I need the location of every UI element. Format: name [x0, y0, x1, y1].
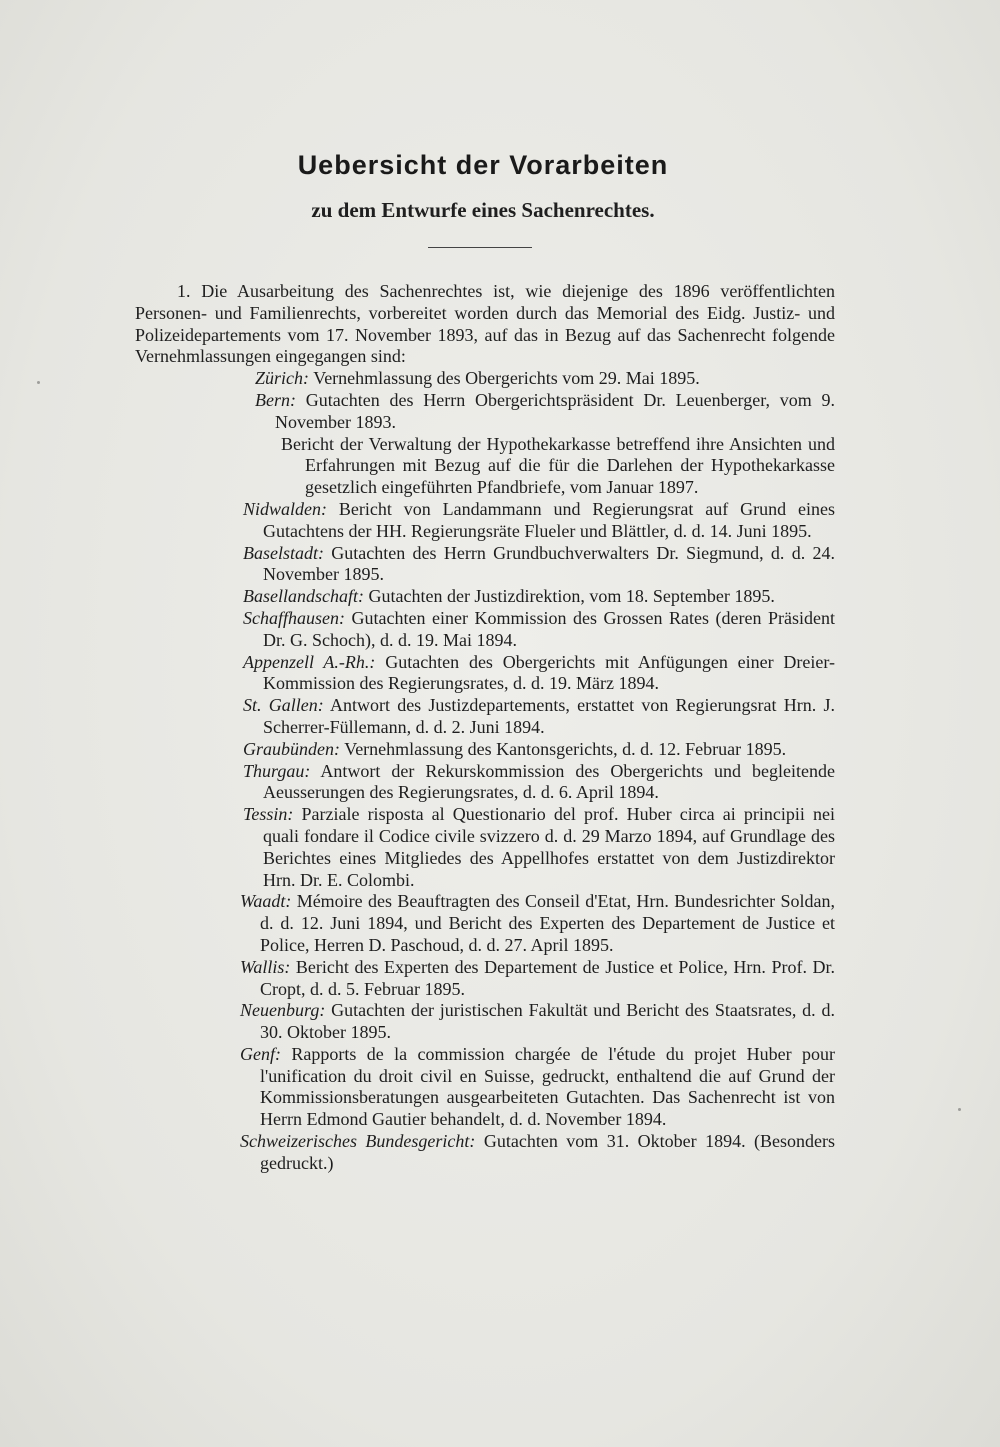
list-item [243, 739, 835, 761]
list-item [240, 1131, 835, 1175]
entry-text: Gutachten des Herrn Obergerichtspräsident Dr. Leuenberger, vom 9. November 1893. [275, 389, 836, 432]
list-item [255, 390, 835, 434]
list-item [240, 891, 835, 956]
canton-name: Nidwalden: [243, 498, 327, 519]
canton-name: Baselstadt: [243, 542, 324, 563]
entry-text: Gutachten vom 31. Oktober 1894. (Besonders gedruckt.) [260, 1131, 836, 1173]
title-divider [428, 247, 532, 248]
entry-text: Gutachten des Obergerichts mit Anfügungen einer Dreier-Kommission des Regierungsrates, d. d. 19. März 1894. [263, 651, 836, 694]
entry-text: Antwort des Justizdepartements, erstattet von Regierungsrat Hrn. J. Scherrer-Füllemann, d. d. 2. Juni 1894. [263, 695, 835, 737]
list-item [243, 608, 835, 652]
list-item [243, 499, 835, 543]
list-item [255, 434, 835, 499]
canton-name: Thurgau: [243, 760, 311, 781]
submission-list [135, 368, 835, 1174]
entry-text: Gutachten der Justizdirektion, vom 18. September 1895. [368, 586, 775, 607]
entry-text: Bericht der Verwaltung der Hypothekarkasse betreffend ihre Ansichten und Erfahrungen mit Bezug auf die für die Darlehen der Hypothekarkasse gesetzlich eingeführten Pfandbriefe, vom Januar 1897. [281, 433, 835, 498]
canton-name: Genf: [240, 1043, 281, 1064]
paper-speck [958, 1108, 961, 1111]
canton-name: Waadt: [240, 891, 292, 912]
canton-name: Bern: [255, 389, 296, 410]
list-item [255, 368, 835, 390]
canton-name: St. Gallen: [243, 695, 324, 716]
entry-text: Mémoire des Beauftragten des Conseil d'Etat, Hrn. Bundesrichter Soldan, d. d. 12. Juni 1894, und Bericht des Experten des Departement de Justice et Police, Herren D. Paschoud, d. d. 27. April 1895. [260, 891, 835, 955]
list-item [243, 761, 835, 805]
canton-name: Graubünden: [243, 738, 340, 759]
body-text [135, 281, 835, 1175]
page-title: Uebersicht der Vorarbeiten [297, 150, 669, 180]
entry-text: Vernehmlassung des Kantonsgerichts, d. d. 12. Februar 1895. [344, 738, 787, 759]
entry-text: Gutachten des Herrn Grundbuchverwalters Dr. Siegmund, d. d. 24. November 1895. [263, 542, 836, 585]
canton-name: Neuenburg: [240, 1000, 326, 1021]
list-item [240, 957, 835, 1001]
entry-text: Bericht von Landammann und Regierungsrat auf Grund eines Gutachtens der HH. Regierungsräte Flueler und Blättler, d. d. 14. Juni 1895. [263, 498, 835, 541]
entry-text: Bericht des Experten des Departement de Justice et Police, Hrn. Prof. Dr. Cropt, d. d. 5. Februar 1895. [260, 956, 836, 999]
canton-name: Wallis: [240, 956, 291, 977]
paper-speck [37, 381, 40, 384]
list-item [240, 1000, 835, 1044]
list-item [243, 695, 835, 739]
list-item [240, 1044, 835, 1131]
canton-name: Schweizerisches Bundesgericht: [240, 1131, 476, 1152]
canton-name: Zürich: [255, 368, 309, 389]
entry-text: Parziale risposta al Questionario del prof. Huber circa ai principii nei quali fondare il Codice civile svizzero d. d. 29 Marzo 1894, auf Grundlage des Berichtes eines Mitgliedes des Appellhofes erstattet von dem Justizdirektor Hrn. Dr. E. Colombi. [263, 804, 835, 890]
entry-text: Vernehmlassung des Obergerichts vom 29. Mai 1895. [313, 368, 700, 389]
entry-text: Gutachten der juristischen Fakultät und Bericht des Staatsrates, d. d. 30. Oktober 1895. [260, 1000, 835, 1043]
canton-name: Tessin: [243, 804, 294, 825]
entry-text: Antwort der Rekurskommission des Obergerichts und begleitende Aeusserungen des Regierungsrates, d. d. 6. April 1894. [263, 760, 836, 803]
canton-name: Appenzell A.-Rh.: [243, 651, 376, 672]
list-item [243, 543, 835, 587]
canton-name: Schaffhausen: [243, 607, 345, 628]
intro-paragraph: 1. Die Ausarbeitung des Sachenrechtes ist, wie diejenige des 1896 veröffentlichten Personen- und Familienrechts, vorbereitet worden durch das Memorial des Eidg. Justiz- und Polizeidepartements vom 17. November 1893, auf das in Bezug auf das Sachenrecht folgende Vernehmlassungen eingegangen sind: [135, 281, 835, 367]
list-item [243, 652, 835, 696]
list-item [243, 804, 835, 891]
entry-text: Rapports de la commission chargée de l'étude du projet Huber pour l'unification du droit civil en Suisse, gedruckt, enthaltend die auf Grund der Kommissionsberatungen ausgearbeiteten Gutachten. Das Sachenrecht ist von Herrn Edmond Gautier behandelt, d. d. November 1894. [260, 1043, 836, 1130]
page-subtitle: zu dem Entwurfe eines Sachenrechtes. [311, 198, 655, 222]
entry-text: Gutachten einer Kommission des Grossen Rates (deren Präsident Dr. G. Schoch), d. d. 19. Mai 1894. [263, 607, 835, 650]
list-item [243, 586, 835, 608]
canton-name: Basellandschaft: [243, 586, 364, 607]
